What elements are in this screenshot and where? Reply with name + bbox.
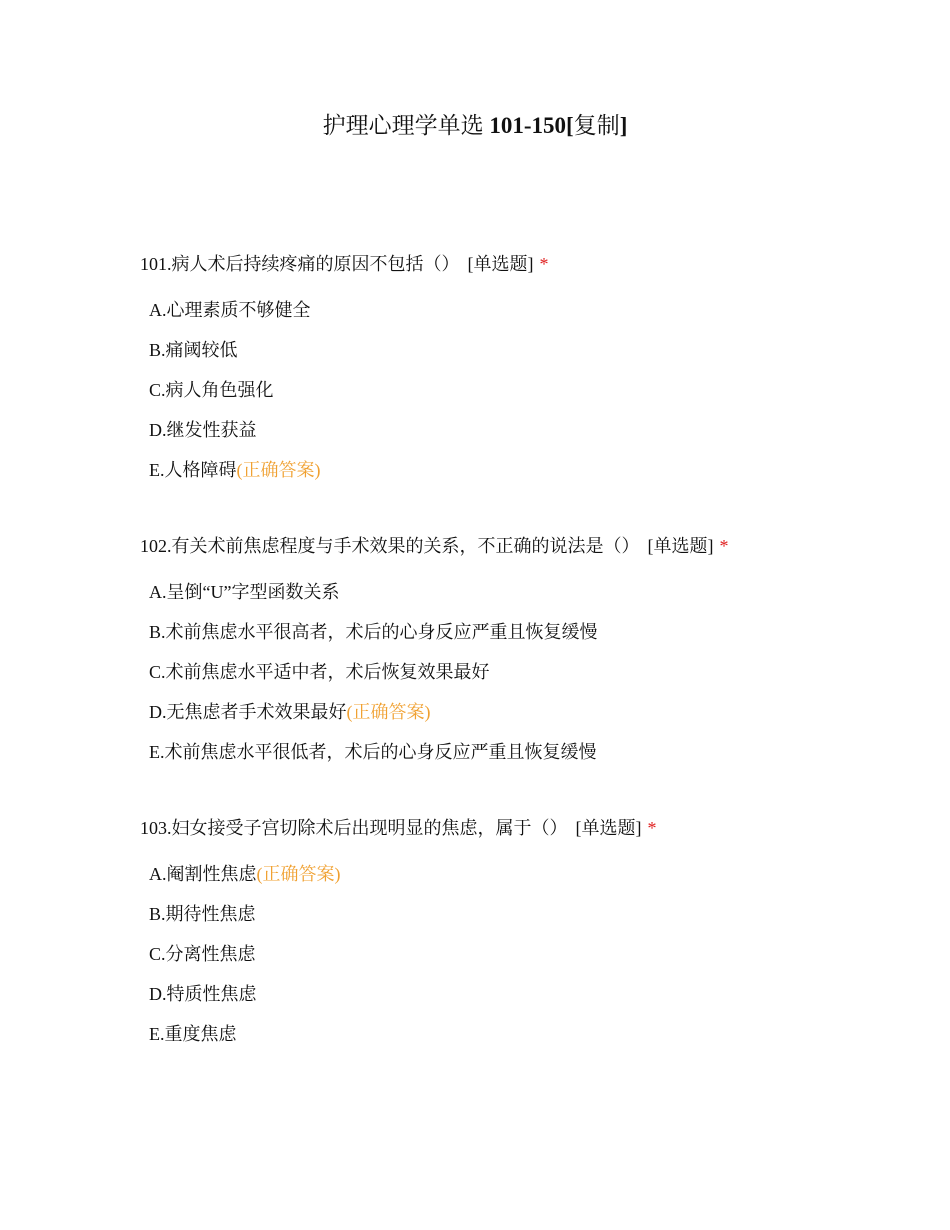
question-stem [140, 250, 900, 278]
question-stem [140, 532, 900, 560]
option-text: B.痛阈较低 [149, 340, 238, 360]
correct-answer-label: (正确答案) [256, 864, 341, 884]
option-c[interactable] [149, 376, 900, 416]
required-mark: * [719, 536, 729, 556]
question-102 [140, 532, 900, 778]
question-text: 102.有关术前焦虑程度与手术效果的关系，不正确的说法是（） [140, 536, 640, 556]
option-text: E.术前焦虑水平很低者，术后的心身反应严重且恢复缓慢 [149, 742, 597, 762]
option-text: A.阉割性焦虑 [149, 864, 257, 884]
correct-answer-label: (正确答案) [346, 702, 431, 722]
option-text: A.呈倒“U”字型函数关系 [149, 582, 340, 602]
option-a[interactable] [149, 296, 900, 336]
option-text: E.重度焦虑 [149, 1024, 237, 1044]
option-b[interactable] [149, 618, 900, 658]
option-text: D.继发性获益 [149, 420, 257, 440]
correct-answer-label: (正确答案) [236, 460, 321, 480]
question-type: [单选题] [467, 254, 534, 274]
option-text: C.分离性焦虑 [149, 944, 256, 964]
option-text: B.术前焦虑水平很高者，术后的心身反应严重且恢复缓慢 [149, 622, 598, 642]
option-a[interactable] [149, 578, 900, 618]
option-e[interactable] [149, 1020, 900, 1060]
option-d[interactable] [149, 698, 900, 738]
option-text: C.术前焦虑水平适中者，术后恢复效果最好 [149, 662, 490, 682]
option-d[interactable] [149, 980, 900, 1020]
required-mark: * [539, 254, 549, 274]
option-text: A.心理素质不够健全 [149, 300, 311, 320]
options-list [140, 578, 900, 778]
page-title [0, 110, 950, 142]
title-prefix: 护理心理学单选 [322, 113, 490, 138]
options-list [140, 860, 900, 1060]
option-b[interactable] [149, 900, 900, 940]
option-c[interactable] [149, 940, 900, 980]
title-range: 101-150[ [489, 113, 574, 138]
option-d[interactable] [149, 416, 900, 456]
option-text: D.特质性焦虑 [149, 984, 257, 1004]
option-text: C.病人角色强化 [149, 380, 274, 400]
question-stem [140, 814, 900, 842]
title-close: ] [619, 113, 628, 138]
option-e[interactable] [149, 738, 900, 778]
option-text: E.人格障碍 [149, 460, 237, 480]
question-101 [140, 250, 900, 496]
option-c[interactable] [149, 658, 900, 698]
question-type: [单选题] [647, 536, 714, 556]
option-a[interactable] [149, 860, 900, 900]
required-mark: * [647, 818, 657, 838]
option-b[interactable] [149, 336, 900, 376]
question-103 [140, 814, 900, 1060]
question-text: 101.病人术后持续疼痛的原因不包括（） [140, 254, 460, 274]
question-type: [单选题] [575, 818, 642, 838]
option-e[interactable] [149, 456, 900, 496]
question-text: 103.妇女接受子宫切除术后出现明显的焦虑，属于（） [140, 818, 568, 838]
title-copy: 复制 [573, 113, 620, 138]
option-text: B.期待性焦虑 [149, 904, 256, 924]
option-text: D.无焦虑者手术效果最好 [149, 702, 347, 722]
options-list [140, 296, 900, 496]
